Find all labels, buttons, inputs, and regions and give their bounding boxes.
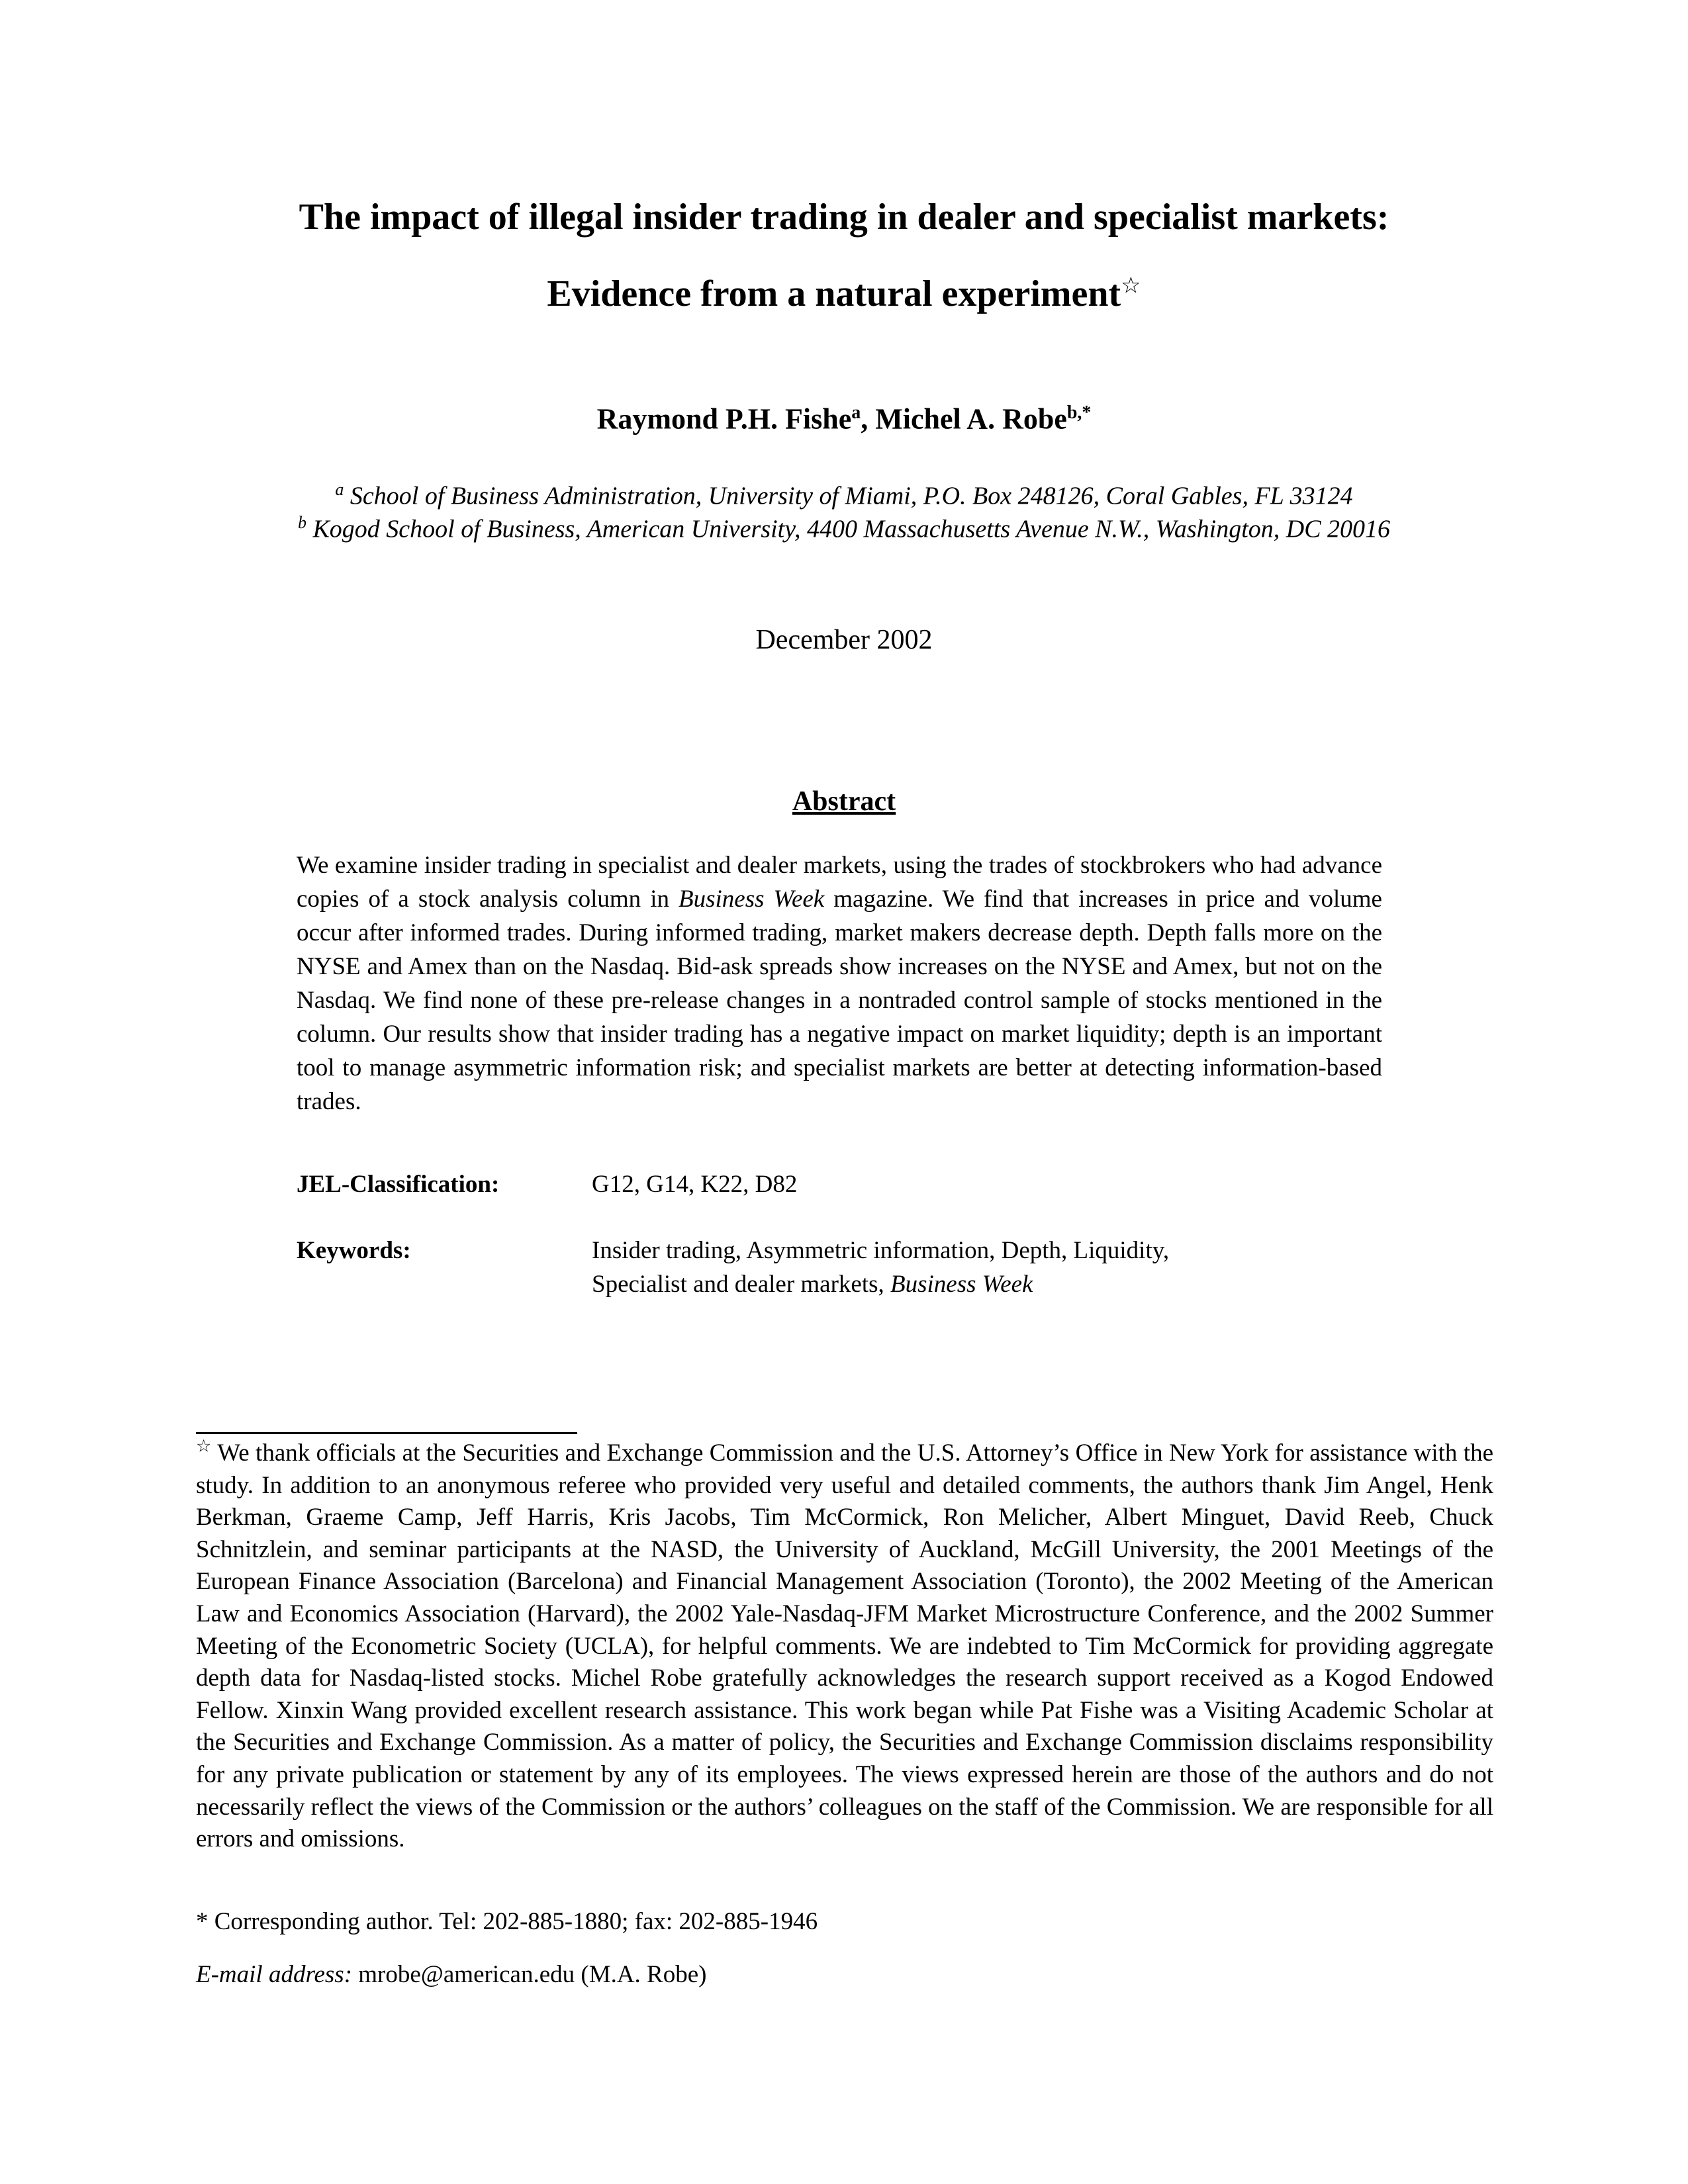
footnote-divider [196,1432,577,1434]
abstract-text-1: We examine insider trading in specialist and dealer markets, using the trades of stockbrokers who had advance copies of a stock analysis column in [297,852,1382,913]
email-label: E-mail address: [196,1961,353,1988]
paper-title-line-1: The impact of illegal insider trading in dealer and specialist markets: [299,197,1389,238]
keywords-value [592,1234,1386,1301]
affiliation-a-text: School of Business Administration, University of Miami, P.O. Box 248126, Coral Gables, FL 33124 [350,482,1353,510]
author-list [0,396,1688,437]
email-note [196,1959,706,1991]
footnote-star-icon: ☆ [196,1436,212,1456]
abstract-text-2: magazine. We find that increases in price and volume occur after informed trades. During informed trading, market makers decrease depth. Depth falls more on the NYSE and Amex than on the Nasdaq. Bid-ask spreads show increases on the NYSE and Amex, but not on the Nasdaq. We find none of these pre-release changes in a nontraded control sample of stocks mentioned in the column. Our results show that insider trading has a negative impact on market liquidity; depth is an important tool to manage asymmetric information risk; and specialist markets are better at detecting information-based trades. [297,886,1382,1115]
email-link[interactable]: mrobe@american.edu (M.A. Robe) [352,1961,707,1988]
author-separator: , [861,402,876,435]
corresponding-author-note: * Corresponding author. Tel: 202-885-1880; fax: 202-885-1946 [196,1908,818,1935]
footnote-text: We thank officials at the Securities and Exchange Commission and the U.S. Attorney’s Office in New York for assistance with the study. In addition to an anonymous referee who provided very useful and detailed comments, the authors thank Jim Angel, Henk Berkman, Graeme Camp, Jeff Harris, Kris Jacobs, Tim McCormick, Ron Melicher, Albert Minguet, David Reeb, Chuck Schnitzlein, and seminar participants at the NASD, the University of Auckland, McGill University, the 2001 Meetings of the European Finance Association (Barcelona) and Financial Management Association (Toronto), the 2002 Meeting of the American Law and Economics Association (Harvard), the 2002 Yale-Nasdaq-JFM Market Microstructure Conference, and the 2002 Summer Meeting of the Econometric Society (UCLA), for helpful comments. We are indebted to Tim McCormick for providing aggregate depth data for Nasdaq-listed stocks. Michel Robe gratefully acknowledges the research support received as a Kogod Endowed Fellow. Xinxin Wang provided excellent research assistance. This work began while Pat Fishe was a Visiting Academic Scholar at the Securities and Exchange Commission. As a matter of policy, the Securities and Exchange Commission disclaims responsibility for any private publication or statement by any of its employees. The views expressed herein are those of the authors and do not necessarily reflect the views of the Commission or the authors’ colleagues on the staff of the Commission. We are responsible for all errors and omissions. [196,1439,1493,1853]
affiliation-a-mark: a [335,480,344,499]
abstract-italic-business-week: Business Week [679,886,825,913]
title-text: Evidence from a natural experiment [547,273,1121,314]
author-robe: Michel A. Robe [875,402,1067,435]
jel-value: G12, G14, K22, D82 [592,1171,798,1198]
acknowledgement-footnote [196,1437,1493,1856]
jel-label: JEL-Classification: [297,1171,500,1198]
author-robe-affiliation-mark: b,* [1066,402,1092,423]
title-note-star-icon: ☆ [1121,273,1141,298]
affiliation-b-mark: b [297,513,306,532]
author-fishe-affiliation-mark: a [851,402,861,423]
keywords-line-2-text: Specialist and dealer markets, [592,1271,891,1298]
affiliation-a [0,474,1688,512]
keywords-line-2 [592,1267,1386,1301]
abstract-body [297,848,1382,1118]
affiliation-b [0,507,1688,545]
keywords-label: Keywords: [297,1237,411,1264]
paper-date: December 2002 [755,625,933,655]
paper-title-line-2 [0,273,1688,315]
abstract-heading: Abstract [792,786,896,817]
keywords-italic-business-week: Business Week [890,1271,1033,1298]
author-fishe: Raymond P.H. Fishe [596,402,852,435]
affiliation-b-text: Kogod School of Business, American University, 4400 Massachusetts Avenue N.W., Washington, DC 20016 [312,515,1391,543]
keywords-line-1: Insider trading, Asymmetric information, Depth, Liquidity, [592,1237,1170,1264]
